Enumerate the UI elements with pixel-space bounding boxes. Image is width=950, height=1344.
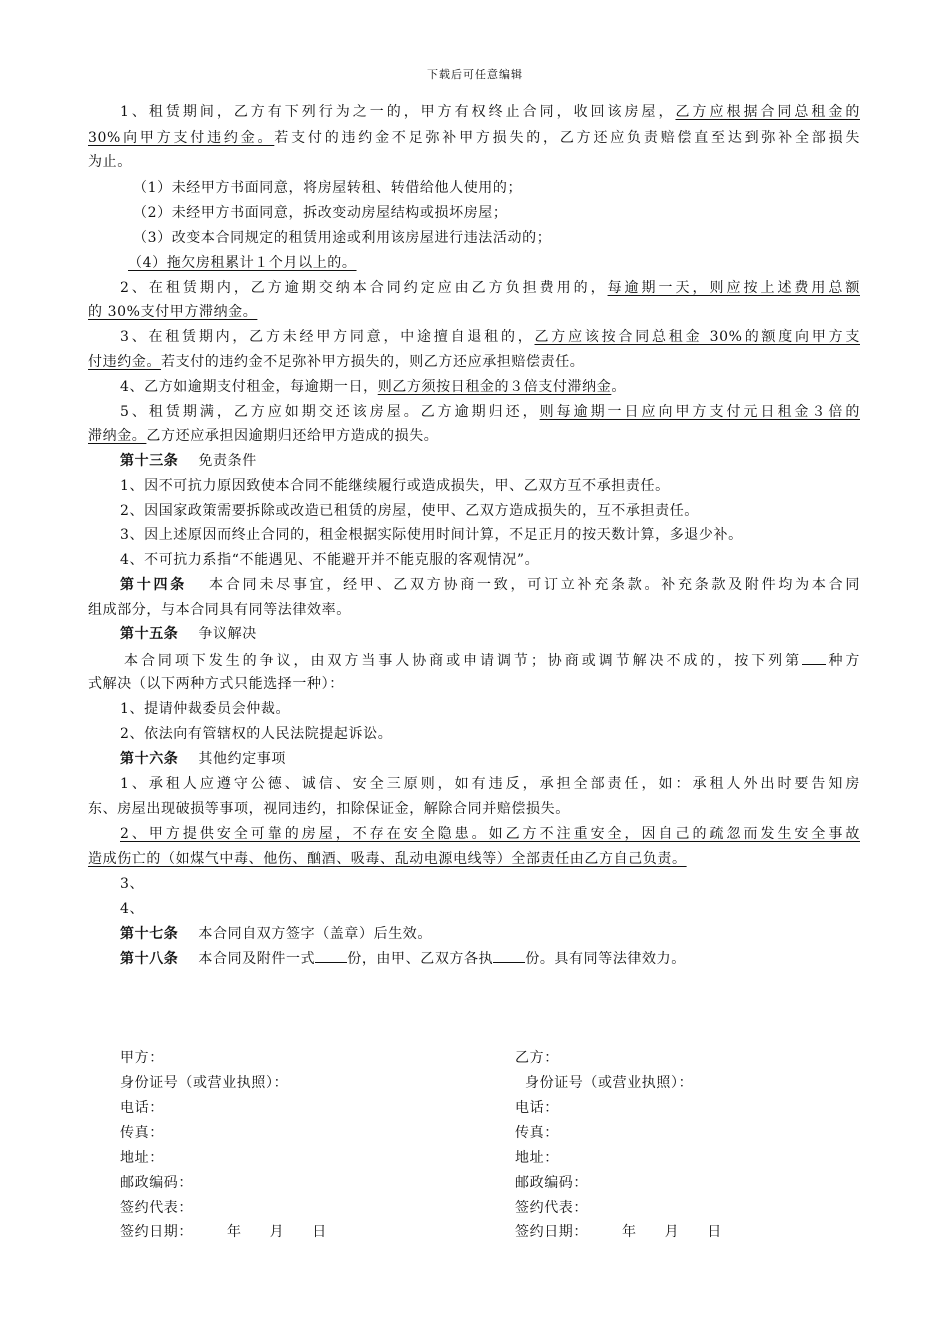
day-label: 日: [312, 1224, 327, 1240]
date-label: 签约日期：: [515, 1224, 588, 1240]
date-label: 签约日期：: [120, 1224, 193, 1240]
article-16-clause-1-line-1: 1、承租人应遵守公德、诚信、安全三原则，如有违反，承担全部责任，如：承租人外出时要告知房: [120, 776, 860, 792]
party-b-rep-label: 签约代表：: [515, 1200, 588, 1216]
article-16-clause-2-line-1: 2、甲方提供安全可靠的房屋，不存在安全隐患。如乙方不注重安全，因自己的疏忽而发生安全事故: [120, 826, 860, 842]
party-b-phone-label: 电话：: [515, 1100, 559, 1116]
party-a-postcode-label: 邮政编码：: [120, 1175, 193, 1191]
party-a-label: 甲方：: [120, 1050, 164, 1066]
text: 。: [611, 379, 626, 395]
party-b-address-label: 地址：: [515, 1150, 559, 1166]
party-b-postcode-label: 邮政编码：: [515, 1175, 588, 1191]
party-a-fax-label: 传真：: [120, 1125, 164, 1141]
article-14-line-2: 组成部分，与本合同具有同等法律效率。: [88, 602, 351, 618]
party-a-rep-label: 签约代表：: [120, 1200, 193, 1216]
month-label: 月: [269, 1224, 285, 1240]
breach-clause-4: [120, 377, 626, 397]
article-15-heading: [120, 624, 257, 644]
article-18: [120, 948, 686, 968]
party-b-date: [515, 1222, 722, 1242]
header-note: 下载后可任意编辑: [427, 68, 523, 81]
text: 2、在租赁期内，乙方逾期交纳本合同约定应由乙方负担费用的，: [120, 280, 608, 296]
article-title: 第十七条: [120, 926, 179, 942]
article-title: 第十六条: [120, 751, 179, 767]
breach-item-1: （1）未经甲方书面同意，将房屋转租、转借给他人使用的；: [133, 180, 523, 196]
text: 份，由甲、乙双方各执: [347, 951, 494, 967]
breach-item-4: （4）拖欠房租累计１个月以上的。: [128, 255, 357, 271]
year-label: 年: [622, 1224, 637, 1240]
article-title: 第十八条: [120, 951, 179, 967]
article-13-heading: [120, 451, 257, 471]
article-16-clause-1-line-2: 东、房屋出现破损等事项，视同违约，扣除保证金，解除合同并赔偿损失。: [88, 801, 570, 817]
text: 若支付的违约金不足弥补甲方损失的，则乙方还应承担赔偿责任。: [161, 354, 585, 370]
copies-total-blank[interactable]: [315, 948, 347, 963]
text: 乙方还应承担因逾期归还给甲方造成的损失。: [146, 428, 439, 444]
text: 本合同未尽事宜，经甲、乙双方协商一致，可订立补充条款。补充条款及附件均为本合同: [206, 577, 860, 593]
article-15-option-2: 2、依法向有管辖权的人民法院提起诉讼。: [120, 726, 393, 742]
article-heading: 其他约定事项: [198, 751, 287, 767]
breach-clause-5-line-2: [88, 426, 438, 446]
breach-clause-5-line-1: [120, 402, 860, 422]
party-b-fax-label: 传真：: [515, 1125, 559, 1141]
article-14-line-1: [120, 575, 860, 595]
breach-clause-2-line-2: 的 30%支付甲方滞纳金。: [88, 304, 258, 320]
text: 若支付的违约金不足弥补甲方损失的，乙方还应负责赔偿直至达到弥补全部损失: [274, 130, 860, 146]
article-15-line-1: [124, 650, 860, 670]
month-label: 月: [664, 1224, 680, 1240]
underlined-text: 付违约金。: [88, 354, 161, 370]
underlined-text: 乙方应根据合同总租金的: [675, 104, 860, 120]
party-a-address-label: 地址：: [120, 1150, 164, 1166]
article-title: 第十五条: [120, 626, 179, 642]
text: 份。具有同等法律效力。: [525, 951, 686, 967]
article-16-clause-4: 4、: [120, 901, 145, 917]
article-16-clause-3: 3、: [120, 876, 145, 892]
article-13-line-4: 4、不可抗力系指“不能遇见、不能避开并不能克服的客观情况”。: [120, 552, 540, 568]
article-heading: 争议解决: [198, 626, 257, 642]
breach-item-2: （2）未经甲方书面同意，拆改变动房屋结构或损坏房屋；: [133, 205, 508, 221]
breach-clause-1-line-3: 为止。: [88, 154, 132, 170]
article-16-heading: [120, 749, 286, 769]
underlined-text: 每逾期一天，则应按上述费用总额: [607, 280, 860, 296]
text: 3、在租赁期内，乙方未经甲方同意，中途擅自退租的，: [120, 329, 535, 345]
article-16-clause-2-line-2: 造成伤亡的（如煤气中毒、他伤、酗酒、吸毒、乱动电源电线等）全部责任由乙方自己负责。: [88, 851, 687, 867]
article-13-line-1: 1、因不可抗力原因致使本合同不能继续履行或造成损失，甲、乙双方互不承担责任。: [120, 478, 670, 494]
party-b-id-label: 身份证号（或营业执照）：: [525, 1075, 694, 1091]
text: 本合同自双方签字（盖章）后生效。: [198, 926, 433, 942]
article-15-line-2: 式解决（以下两种方式只能选择一种）：: [88, 676, 344, 692]
text: 本合同项下发生的争议，由双方当事人协商或申请调节；协商或调节解决不成的，按下列第: [124, 653, 803, 669]
underlined-text: 乙方应该按合同总租金 30%的额度向甲方支: [534, 329, 860, 345]
article-13-line-2: 2、因国家政策需要拆除或改造已租赁的房屋，使甲、乙双方造成损失的，互不承担责任。: [120, 503, 699, 519]
breach-clause-2-line-1: [120, 278, 860, 298]
underlined-text: 滞纳金。: [88, 428, 147, 444]
copies-each-blank[interactable]: [493, 948, 525, 963]
article-15-option-1: 1、提请仲裁委员会仲裁。: [120, 701, 291, 717]
text: 4、乙方如逾期支付租金，每逾期一日，: [120, 379, 378, 395]
text: 种方: [826, 653, 860, 669]
party-a-id-label: 身份证号（或营业执照）：: [120, 1075, 289, 1091]
party-a-date: [120, 1222, 327, 1242]
underlined-text: 30%向甲方支付违约金。: [88, 130, 275, 146]
article-title: 第十三条: [120, 453, 179, 469]
article-title: 第十四条: [120, 577, 187, 593]
day-label: 日: [707, 1224, 722, 1240]
underlined-text: 则乙方须按日租金的３倍支付滞纳金: [377, 379, 612, 395]
text: 1、租赁期间，乙方有下列行为之一的，甲方有权终止合同，收回该房屋，: [120, 104, 676, 120]
text: 本合同及附件一式: [198, 951, 316, 967]
breach-item-3: （3）改变本合同规定的租赁用途或利用该房屋进行违法活动的；: [133, 230, 552, 246]
article-13-line-3: 3、因上述原因而终止合同的，租金根据实际使用时间计算，不足正月的按天数计算，多退少补。: [120, 527, 743, 543]
breach-clause-1-line-2: [88, 128, 860, 148]
breach-clause-3-line-1: [120, 327, 860, 347]
article-heading: 免责条件: [198, 453, 257, 469]
breach-clause-3-line-2: [88, 352, 584, 372]
breach-clause-1-line-1: [120, 102, 860, 122]
text: 5、租赁期满，乙方应如期交还该房屋。乙方逾期归还，: [120, 404, 540, 420]
year-label: 年: [227, 1224, 242, 1240]
article-17: [120, 924, 432, 944]
party-a-phone-label: 电话：: [120, 1100, 164, 1116]
underlined-text: 则每逾期一日应向甲方支付元日租金３倍的: [539, 404, 860, 420]
choice-blank[interactable]: [802, 650, 826, 665]
party-b-label: 乙方：: [515, 1050, 559, 1066]
